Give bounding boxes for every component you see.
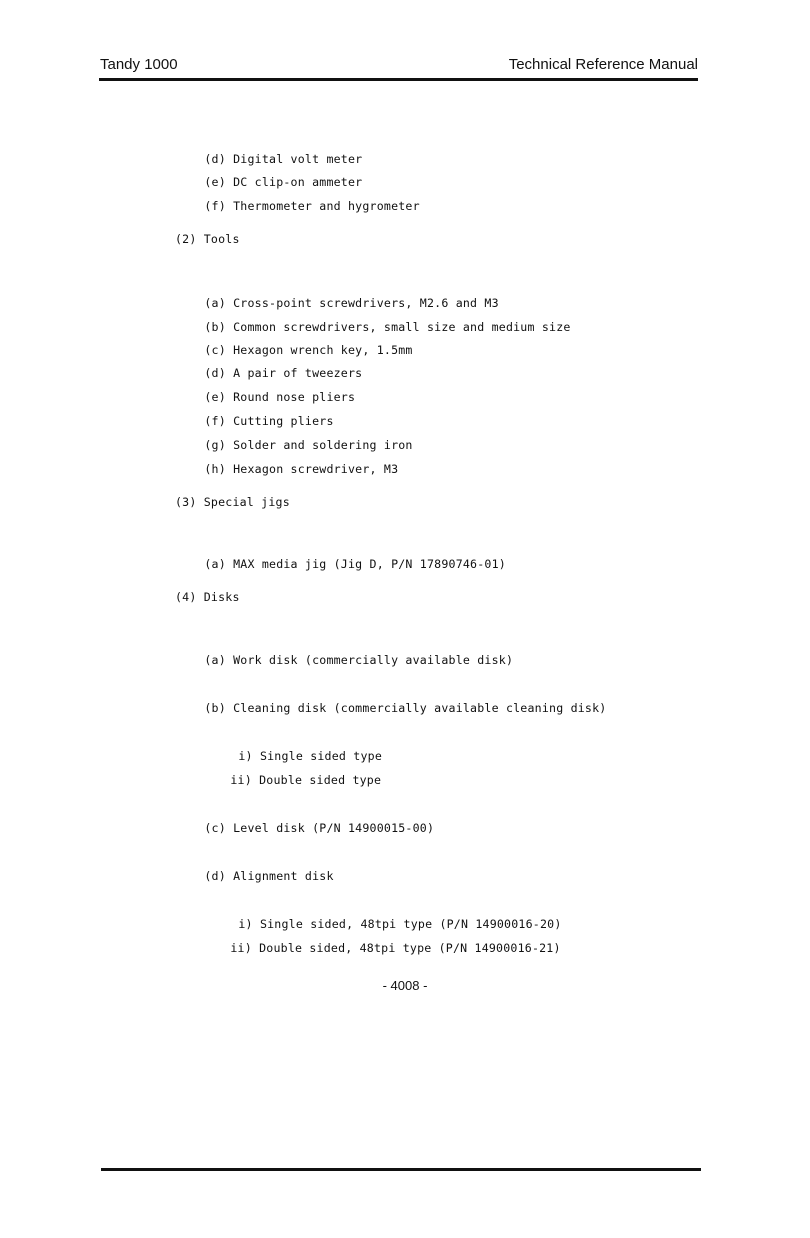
section-heading-jigs: (3) Special jigs bbox=[175, 495, 290, 509]
item-text: MAX media jig (Jig D, P/N 17890746-01) bbox=[233, 557, 506, 571]
sub-list-item bbox=[216, 927, 561, 955]
list-item bbox=[190, 543, 506, 571]
item-text: Solder and soldering iron bbox=[233, 438, 413, 452]
footer-rule bbox=[101, 1168, 701, 1171]
list-item bbox=[190, 687, 606, 715]
item-marker: (b) bbox=[204, 701, 226, 715]
page-header bbox=[100, 56, 698, 78]
item-text: Alignment disk bbox=[233, 869, 334, 883]
item-text: Cross-point screwdrivers, M2.6 and M3 bbox=[233, 296, 499, 310]
item-marker: (a) bbox=[204, 557, 226, 571]
item-marker: (d) bbox=[204, 366, 226, 380]
item-text: Level disk (P/N 14900015-00) bbox=[233, 821, 435, 835]
sub-list-item bbox=[216, 759, 381, 787]
item-text: Common screwdrivers, small size and medium size bbox=[233, 320, 571, 334]
item-text: Single sided, 48tpi type (P/N 14900016-20) bbox=[259, 917, 562, 931]
item-marker: (a) bbox=[204, 296, 226, 310]
item-marker: (b) bbox=[204, 320, 226, 334]
item-text: Round nose pliers bbox=[233, 390, 356, 404]
item-marker: (a) bbox=[204, 653, 226, 667]
item-text: Cutting pliers bbox=[233, 414, 334, 428]
item-marker: (f) bbox=[204, 414, 226, 428]
header-product-name: Tandy 1000 bbox=[100, 56, 178, 73]
item-marker: (f) bbox=[204, 199, 226, 213]
list-item bbox=[190, 448, 398, 476]
item-text: Work disk (commercially available disk) bbox=[233, 653, 514, 667]
item-text: Double sided, 48tpi type (P/N 14900016-21) bbox=[259, 941, 561, 955]
list-item bbox=[190, 855, 334, 883]
item-text: Digital volt meter bbox=[233, 152, 363, 166]
page-number: - 4008 - bbox=[382, 978, 428, 993]
list-item bbox=[190, 185, 420, 213]
item-text: DC clip-on ammeter bbox=[233, 175, 363, 189]
list-item bbox=[190, 639, 513, 667]
list-item bbox=[190, 807, 434, 835]
item-marker: i) bbox=[238, 917, 253, 931]
section-heading-tools: (2) Tools bbox=[175, 232, 240, 246]
item-marker: i) bbox=[238, 749, 253, 763]
item-marker: (h) bbox=[204, 462, 226, 476]
item-marker: (e) bbox=[204, 175, 226, 189]
item-marker: (d) bbox=[204, 869, 226, 883]
header-manual-title: Technical Reference Manual bbox=[508, 56, 698, 73]
item-text: A pair of tweezers bbox=[233, 366, 363, 380]
item-marker: (c) bbox=[204, 343, 226, 357]
item-marker: (d) bbox=[204, 152, 226, 166]
item-marker: (e) bbox=[204, 390, 226, 404]
item-text: Hexagon wrench key, 1.5mm bbox=[233, 343, 413, 357]
item-text: Single sided type bbox=[259, 749, 382, 763]
item-text: Double sided type bbox=[259, 773, 382, 787]
item-marker: (c) bbox=[204, 821, 226, 835]
item-text: Cleaning disk (commercially available cleaning disk) bbox=[233, 701, 607, 715]
section-heading-disks: (4) Disks bbox=[175, 590, 240, 604]
item-text: Hexagon screwdriver, M3 bbox=[233, 462, 399, 476]
item-marker: (g) bbox=[204, 438, 226, 452]
item-marker: ii) bbox=[230, 941, 252, 955]
item-marker: ii) bbox=[230, 773, 252, 787]
item-text: Thermometer and hygrometer bbox=[233, 199, 420, 213]
header-rule bbox=[99, 78, 698, 81]
